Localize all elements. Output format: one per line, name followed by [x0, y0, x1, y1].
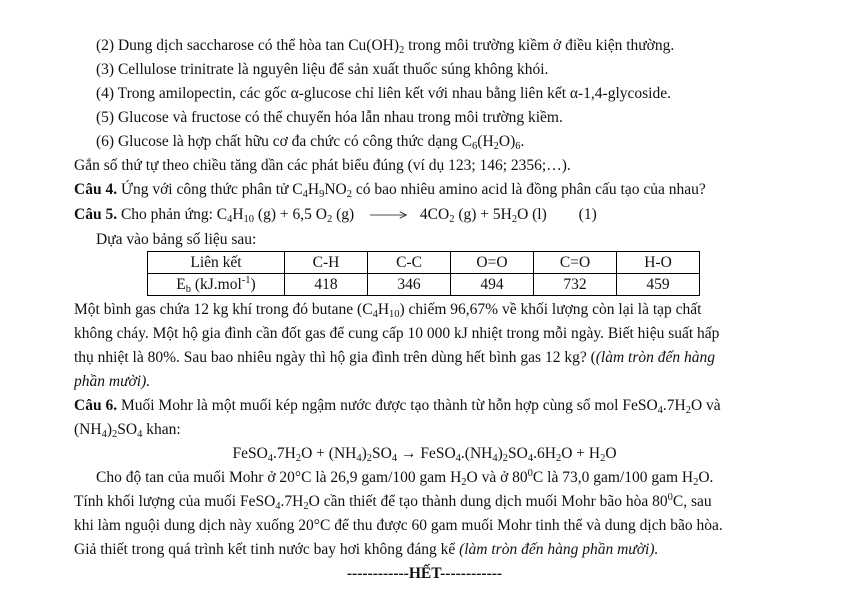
question-5-label: Câu 5.: [74, 206, 118, 223]
equation-number: (1): [578, 206, 597, 223]
subscript: 2: [600, 453, 606, 464]
question-6-text: Tính khối lượng của muối FeSO: [74, 493, 276, 510]
question-4-text: có bao nhiêu amino acid là đồng phân cấu tạo của nhau?: [351, 181, 706, 198]
equation-text: ): [361, 445, 367, 462]
question-4-text: NO: [324, 181, 347, 198]
subscript: 2: [693, 477, 699, 488]
subscript: 4: [275, 501, 281, 512]
question-6-text: .7H: [280, 493, 304, 510]
question-4-text: H: [307, 181, 320, 198]
paragraph-text: thụ nhiệt là 80%. Sau bao nhiêu ngày thì hộ gia đình trên dùng hết bình gas 12 kg? (: [74, 349, 596, 366]
subscript: b: [185, 283, 191, 295]
subscript: 4: [455, 453, 461, 464]
table-header-cell: C-H: [285, 252, 368, 274]
question-6-text: (NH: [74, 421, 102, 438]
table-row-label: [148, 274, 285, 296]
question-6-text: Giả thiết trong quá trình kết tinh nước bay hơi không đáng kể: [74, 541, 460, 558]
statement-6-text: (6) Glucose là hợp chất hữu cơ đa chức có công thức dạng C: [96, 133, 473, 150]
subscript: 2: [295, 453, 302, 464]
question-6-text: O và ở 80: [466, 469, 528, 486]
subscript: 4: [372, 309, 378, 320]
statement-6-text: (H: [477, 133, 494, 150]
question-6-text: .7H: [662, 397, 686, 414]
subscript: 10: [243, 214, 255, 225]
paragraph-text: H: [377, 301, 390, 318]
question-6-text: O cần thiết để tạo thành dung dịch muối Mohr bão hòa 80: [308, 493, 668, 510]
subscript: 4: [527, 453, 534, 464]
table-intro: Dựa vào bảng số liệu sau:: [96, 231, 257, 248]
table-header-cell: C=O: [534, 252, 617, 274]
equation-text: .6H: [533, 445, 556, 462]
table-cell: 418: [285, 274, 368, 296]
subscript: 2: [366, 453, 373, 464]
row-label-text: (kJ.mol: [190, 275, 242, 293]
instruction: Gắn số thứ tự theo chiều tăng dần các phát biểu đúng (ví dụ 123; 146; 2356;…).: [74, 157, 571, 174]
statement-2-text: (2) Dung dịch saccharose có thể hòa tan Cu(OH): [96, 37, 400, 54]
statement-6-text: O): [498, 133, 516, 150]
reactant: H: [232, 206, 244, 223]
subscript: 4: [391, 453, 398, 464]
table-header-cell: Liên kết: [148, 252, 285, 274]
table-row: [148, 274, 700, 296]
table-cell: 732: [534, 274, 617, 296]
row-label-text: ): [250, 275, 256, 293]
subscript: 4: [657, 405, 663, 416]
subscript: 2: [555, 453, 562, 464]
paragraph-text: Một bình gas chứa 12 kg khí trong đó butane (C: [74, 301, 373, 318]
question-4: [74, 180, 706, 200]
statement-4: (4) Trong amilopectin, các gốc α-glucose chỉ liên kết với nhau bằng liên kết α-1,4-glycoside.: [96, 85, 671, 102]
question-6-text: Muối Mohr là một muối kép ngậm nước được tạo thành từ hỗn hợp cùng số mol FeSO: [117, 397, 658, 414]
question-5-paragraph-line: phần mười).: [74, 373, 151, 390]
question-6-line: [96, 468, 713, 488]
subscript: 2: [461, 477, 467, 488]
subscript: 4: [227, 214, 233, 225]
reactant: (g): [332, 206, 355, 223]
table-header-cell: C-C: [368, 252, 451, 274]
equation-text: → FeSO: [397, 445, 456, 462]
question-6-text: O.: [698, 469, 714, 486]
subscript: 4: [492, 453, 498, 464]
table-header-cell: O=O: [451, 252, 534, 274]
subscript: 2: [399, 45, 405, 56]
question-6-text-italic: (làm tròn đến hàng phần mười).: [459, 541, 659, 558]
subscript: 4: [356, 453, 362, 464]
table-cell: 346: [368, 274, 451, 296]
subscript: 10: [389, 309, 400, 320]
question-6-text: C, sau: [672, 493, 712, 510]
statement-6: [96, 132, 524, 152]
reactant: (g) + 6,5 O: [254, 206, 327, 223]
subscript: 2: [303, 501, 309, 512]
statement-6-text: .: [520, 133, 525, 150]
question-5-paragraph-line: [74, 300, 702, 320]
subscript: 9: [319, 189, 325, 200]
question-5-equation: [74, 205, 597, 225]
question-5-text: Cho phản ứng: C: [117, 206, 228, 223]
product: O (l): [517, 206, 547, 223]
question-6-label: Câu 6.: [74, 397, 118, 414]
equation-text: FeSO: [232, 445, 268, 462]
question-6-text: Cho độ tan của muối Mohr ở 20°C là 26,9 gam/100 gam H: [96, 469, 462, 486]
table-header-row: [148, 252, 700, 274]
question-6-line: [74, 540, 658, 560]
subscript: 2: [111, 429, 118, 440]
question-6-text: khan:: [142, 421, 181, 438]
subscript: 2: [346, 189, 352, 200]
question-6: [74, 396, 721, 416]
table-cell: 494: [451, 274, 534, 296]
equation-text: .(NH: [460, 445, 493, 462]
end-marker: ------------HẾT------------: [346, 565, 503, 582]
superscript: -1: [241, 274, 251, 286]
question-5-paragraph-line: [74, 348, 715, 368]
question-5-paragraph-line: không cháy. Một hộ gia đình cần đốt gas để cung cấp 10 000 kJ nhiệt trong mỗi ngày. Biết hiệu suất hấp: [74, 325, 720, 342]
subscript: 2: [493, 141, 499, 152]
row-label-text: E: [176, 275, 186, 293]
product: (g) + 5H: [454, 206, 512, 223]
equation-text: .7H: [273, 445, 296, 462]
subscript: 4: [267, 453, 274, 464]
question-4-label: Câu 4.: [74, 181, 118, 198]
equation-text: O: [605, 445, 617, 462]
statement-2-text-end: trong môi trường kiềm ở điều kiện thường.: [404, 37, 675, 54]
equation-text: O + H: [561, 445, 601, 462]
table-header-cell: H-O: [617, 252, 700, 274]
question-6-text: O và: [690, 397, 721, 414]
equation-text: SO: [372, 445, 392, 462]
bond-energy-table: [147, 251, 700, 296]
paragraph-text-italic: (làm tròn đến hàng: [595, 349, 716, 366]
subscript: 6: [472, 141, 478, 152]
subscript: 2: [511, 214, 518, 225]
statement-2: [96, 36, 674, 56]
question-6-text: C là 73,0 gam/100 gam H: [532, 469, 694, 486]
question-6-line: [74, 492, 712, 512]
statement-5: (5) Glucose và fructose có thể chuyển hóa lẫn nhau trong môi trường kiềm.: [96, 109, 563, 126]
statement-3: (3) Cellulose trinitrate là nguyên liệu để sản xuất thuốc súng không khói.: [96, 61, 549, 78]
question-6-line: khi làm nguội dung dịch này xuống 20°C để thu được 60 gam muối Mohr tinh thể và dung dịch bão hòa.: [74, 517, 723, 534]
subscript: 4: [137, 429, 143, 440]
table-cell: 459: [617, 274, 700, 296]
subscript: 6: [515, 141, 521, 152]
product: 4CO: [419, 206, 450, 223]
subscript: 2: [502, 453, 509, 464]
mohr-salt-equation: [0, 444, 849, 464]
subscript: 2: [326, 214, 333, 225]
equation-text: ): [497, 445, 503, 462]
subscript: 2: [449, 214, 455, 225]
question-4-text: Ứng với công thức phân tử C: [117, 181, 303, 198]
reaction-arrow-icon: [370, 210, 408, 220]
superscript: 0: [667, 492, 673, 503]
question-6-line: [74, 420, 181, 440]
subscript: 4: [101, 429, 107, 440]
equation-text: SO: [508, 445, 528, 462]
subscript: 4: [302, 189, 308, 200]
paragraph-text: ) chiếm 96,67% về khối lượng còn lại là tạp chất: [399, 301, 702, 318]
equation-text: O + (NH: [301, 445, 357, 462]
question-6-text: SO: [117, 421, 138, 438]
question-6-text: ): [106, 421, 112, 438]
superscript: 0: [527, 468, 533, 479]
subscript: 2: [685, 405, 691, 416]
